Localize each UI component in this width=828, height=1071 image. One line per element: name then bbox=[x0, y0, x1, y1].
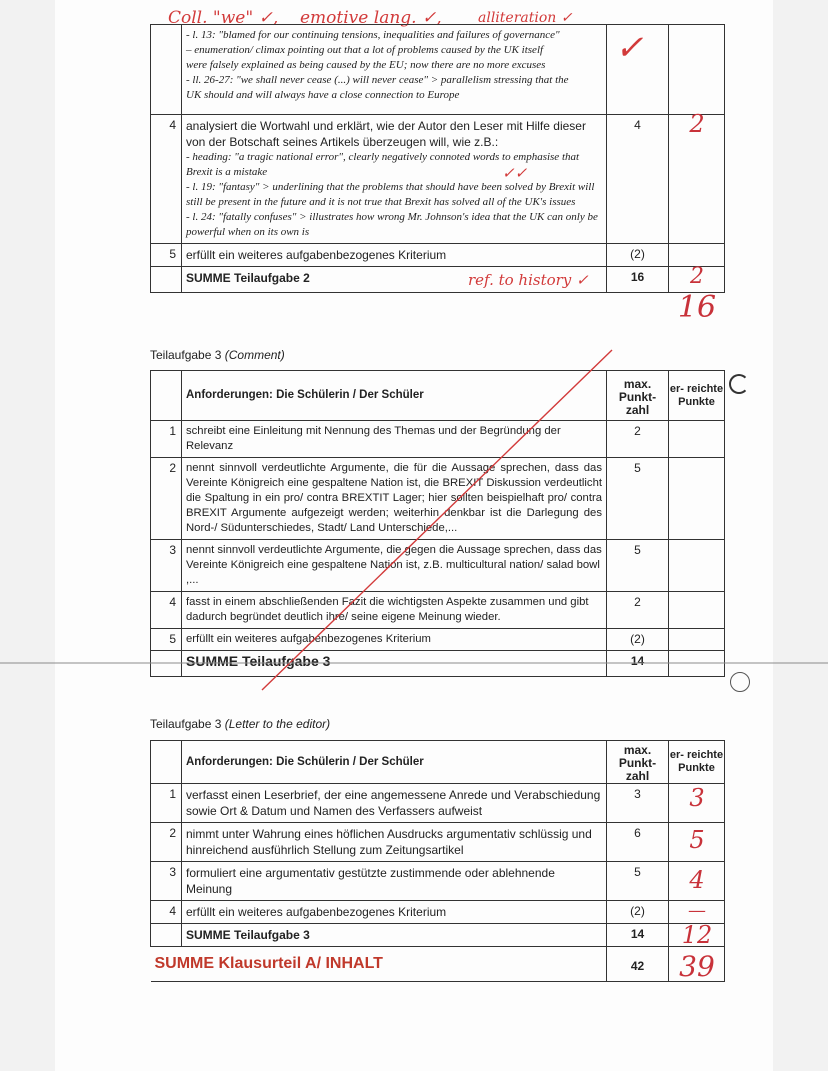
teil2-prev-line-4: - ll. 26-27: "we shall never cease (...) will never cease" > parallelism stressing that the bbox=[186, 74, 569, 86]
teil3a-header-got: er- reichte Punkte bbox=[669, 371, 725, 421]
teil2-prev-line-2: – enumeration/ climax pointing out that a lot of problems caused by the UK itself bbox=[186, 44, 544, 56]
teil2-prev-line-5: UK should and will always have a close connection to Europe bbox=[186, 89, 460, 101]
teil3a-sum-max: 14 bbox=[607, 651, 669, 677]
teil3b-row3-score: 4 bbox=[689, 866, 705, 894]
teil2-row4-score: 2 bbox=[689, 110, 705, 138]
teil3a-row-4: 4 fasst in einem abschließenden Fazit die wichtigsten Aspekte zusammen und gibt dadurch begründet deutlich ihre/ seine eigene Meinung wieder. 2 bbox=[151, 592, 725, 629]
punch-hole-icon bbox=[729, 374, 749, 394]
teil3b-sum-label: SUMME Teilaufgabe 3 bbox=[182, 924, 607, 947]
teil3a-row-5: 5 erfüllt ein weiteres aufgabenbezogenes Kriterium (2) bbox=[151, 629, 725, 651]
teil2-sum-score: 16 bbox=[677, 290, 717, 325]
handwritten-note-collective-we: Coll. "we" ✓, bbox=[168, 8, 279, 28]
handwritten-note-alliteration: alliteration ✓ bbox=[478, 10, 573, 26]
red-diagonal-strike bbox=[262, 350, 612, 690]
teil2-prev-line-3: were falsely explained as being caused by the EU; now there are no more excuses bbox=[186, 59, 546, 71]
teil2-row4-example-1: - heading: "a tragic national error", clearly negatively connoted words to emphasise that Brexit is a mistake bbox=[186, 151, 580, 178]
handwritten-ref-history: ref. to history ✓ bbox=[468, 271, 589, 289]
teil2-prev-line-1: - l. 13: "blamed for our continuing tensions, inequalities and failures of governance" bbox=[186, 29, 560, 41]
teil3b-row1-score: 3 bbox=[689, 784, 705, 812]
teil2-row5-text: erfüllt ein weiteres aufgabenbezogenes Kriterium bbox=[182, 244, 607, 267]
teil2-sum-label: SUMME Teilaufgabe 2 bbox=[182, 267, 607, 293]
teil3b-sum-score: 12 bbox=[681, 921, 713, 949]
teil3b-row-3: 3 formuliert eine argumentativ gestützte zustimmende oder ablehnende Meinung 5 bbox=[151, 862, 725, 901]
teil3b-sum-max: 14 bbox=[607, 924, 669, 947]
handwritten-check-mark: ✓ bbox=[615, 28, 644, 68]
teil3b-sum-row bbox=[151, 924, 725, 947]
max-points: (2) bbox=[607, 244, 669, 267]
teil3-comment-title: Teilaufgabe 3 (Comment) bbox=[150, 348, 285, 362]
total-max: 42 bbox=[607, 947, 669, 982]
teil3a-row-3: 3 nennt sinnvoll verdeutlichte Argumente, die gegen die Aussage sprechen, dass das Vereinte Königreich eine gespaltene Nation ist, z.B. multicultural nation/ salad bowl ,... 5 bbox=[151, 540, 725, 592]
teil3b-row-1: 1 verfasst einen Leserbrief, der eine angemessene Anrede und Verabschiedung sowie Ort & Datum und Namen des Verfassers aufweist 3 bbox=[151, 784, 725, 823]
row-number: 5 bbox=[151, 244, 182, 267]
row-number: 4 bbox=[151, 115, 182, 244]
teil3a-header-max: max. Punkt- zahl bbox=[607, 371, 669, 421]
teil3b-row4-score: — bbox=[688, 900, 706, 921]
handwritten-small-check: ✓✓ bbox=[502, 164, 528, 182]
total-label: SUMME Klausurteil A/ INHALT bbox=[151, 947, 607, 982]
punch-hole-icon bbox=[730, 672, 750, 692]
teil3b-row-4: 4 erfüllt ein weiteres aufgabenbezogenes Kriterium (2) bbox=[151, 901, 725, 924]
handwritten-note-emotive-language: emotive lang. ✓, bbox=[300, 8, 442, 28]
teil3b-row2-score: 5 bbox=[689, 826, 705, 854]
teil3-letter-table bbox=[150, 740, 725, 982]
teil3b-header-req: Anforderungen: Die Schülerin / Der Schüler bbox=[182, 741, 607, 784]
max-points: 4 bbox=[607, 115, 669, 244]
teil2-row4-example-2: - l. 19: "fantasy" > underlining that the problems that should have been solved by Brexit will still be present in the future and it is not true that Brexit has solved all of the UK's issues bbox=[186, 181, 595, 208]
teil3a-row-1: 1 schreibt eine Einleitung mit Nennung des Themas und der Begründung der Relevanz 2 bbox=[151, 421, 725, 458]
teil3b-row-2: 2 nimmt unter Wahrung eines höflichen Ausdrucks argumentativ schlüssig und hinreichend ausführlich Stellung zum Zeitungsartikel 6 bbox=[151, 823, 725, 862]
teil2-row4-text: analysiert die Wortwahl und erklärt, wie der Autor den Leser mit Hilfe dieser von der Botschaft seines Artikels überzeugen will, wie z.B.: bbox=[186, 119, 586, 149]
teil2-row4-example-3: - l. 24: "fatally confuses" > illustrates how wrong Mr. Johnson's idea that the UK can only be powerful when on its own is bbox=[186, 211, 598, 238]
teil3b-header-max: max. Punkt- zahl bbox=[607, 741, 669, 784]
teil3a-sum-label: SUMME Teilaufgabe 3 bbox=[182, 651, 607, 677]
teil3-letter-title: Teilaufgabe 3 (Letter to the editor) bbox=[150, 717, 331, 731]
total-score: 39 bbox=[679, 950, 715, 983]
teil2-row5-score: 2 bbox=[690, 264, 704, 289]
teil2-sum-max: 16 bbox=[607, 267, 669, 293]
teil3b-header-row bbox=[151, 741, 725, 784]
teil3a-row-2: 2 nennt sinnvoll verdeutlichte Argumente, die für die Aussage sprechen, dass das Vereinte Königreich eine gespaltene Nation ist, die BREXIT Diskussion verdeutlicht die Spaltung in ein pro/ contra BREXTIT Lager; hier sollten beispielhaft pro/ contra BREXIT Argumente aufgezeigt werden; weiterhin denkbar ist die Darlegung des Nord-/ Südunterschiedes, Stadt/ Land Unterschiede,... 5 bbox=[151, 458, 725, 540]
total-row bbox=[151, 947, 725, 982]
teil3a-header-req: Anforderungen: Die Schülerin / Der Schüler bbox=[182, 371, 607, 421]
teil3b-header-got: er- reichte Punkte bbox=[669, 741, 725, 784]
